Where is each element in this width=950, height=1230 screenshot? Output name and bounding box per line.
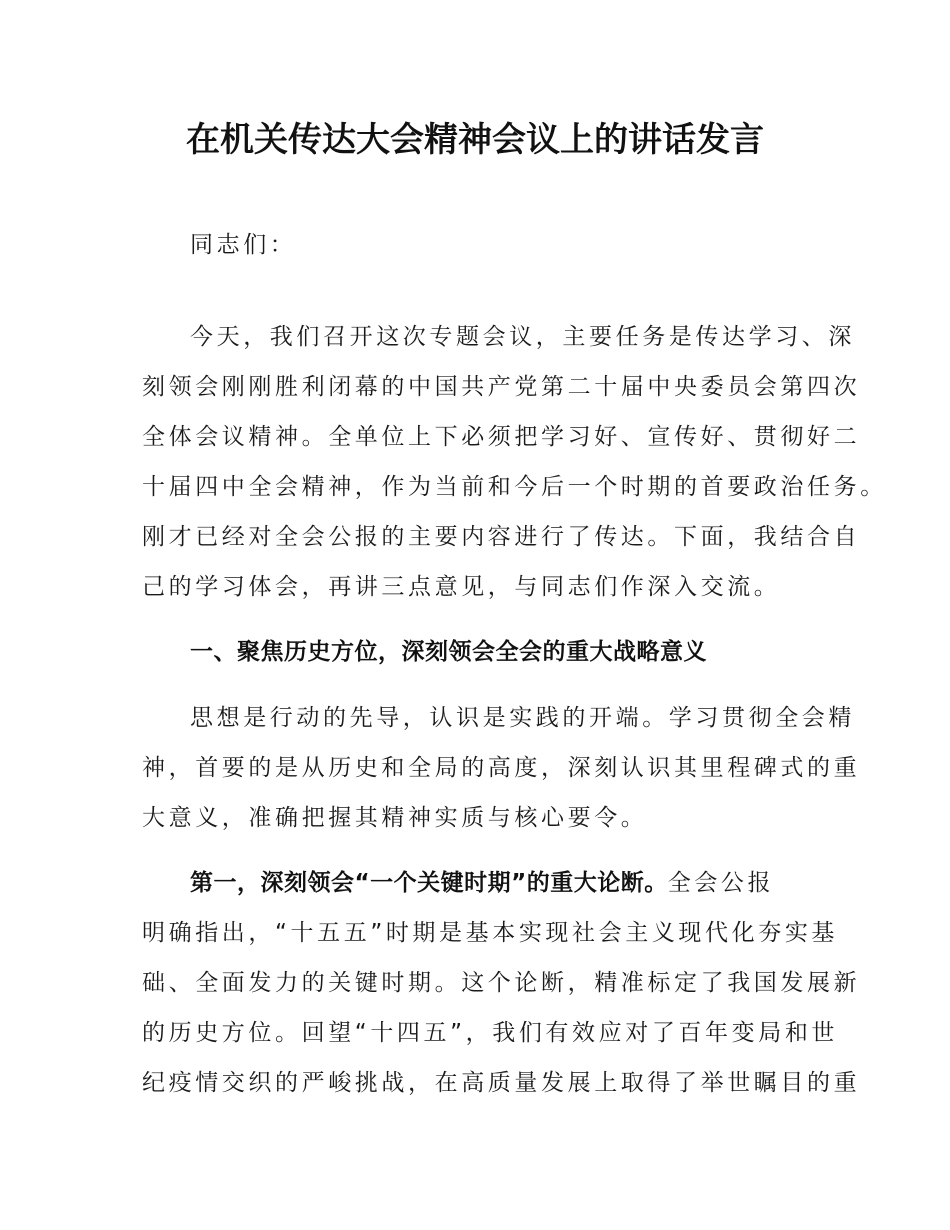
point-line: 础、全面发力的关键时期。这个论断，精准标定了我国发展新 (142, 970, 861, 996)
intro-line: 刚才已经对全会公报的主要内容进行了传达。下面，我结合自 (142, 524, 861, 550)
section-heading: 一、聚焦历史方位，深刻领会全会的重大战略意义 (190, 639, 707, 665)
intro-line: 己的学习体会，再讲三点意见，与同志们作深入交流。 (142, 574, 781, 600)
point-lead-rest: 全会公报 (667, 870, 775, 896)
point-bold-lead: 第一，深刻领会“一个关键时期”的重大论断。 (190, 870, 668, 896)
intro-line: 全体会议精神。全单位上下必须把学习好、宣传好、贯彻好二 (142, 424, 861, 450)
salutation: 同志们： (190, 232, 297, 258)
intro-line: 十届四中全会精神，作为当前和今后一个时期的首要政治任务。 (142, 474, 887, 500)
intro-line: 今天，我们召开这次专题会议，主要任务是传达学习、深 (190, 324, 855, 350)
document-title: 在机关传达大会精神会议上的讲话发言 (186, 120, 764, 160)
intro-line: 刻领会刚刚胜利闭幕的中国共产党第二十届中央委员会第四次 (142, 374, 861, 400)
point-line: 纪疫情交织的严峻挑战，在高质量发展上取得了举世瞩目的重 (142, 1070, 861, 1096)
section-para-line: 思想是行动的先导，认识是实践的开端。学习贯彻全会精 (190, 705, 855, 731)
section-para-line: 大意义，准确把握其精神实质与核心要令。 (142, 805, 648, 831)
section-para-line: 神，首要的是从历史和全局的高度，深刻认识其里程碑式的重 (142, 755, 861, 781)
point-line: 的历史方位。回望“十四五”，我们有效应对了百年变局和世 (142, 1020, 839, 1046)
point-line: 明确指出，“十五五”时期是基本实现社会主义现代化夯实基 (142, 920, 839, 946)
point-first-line (190, 867, 774, 899)
